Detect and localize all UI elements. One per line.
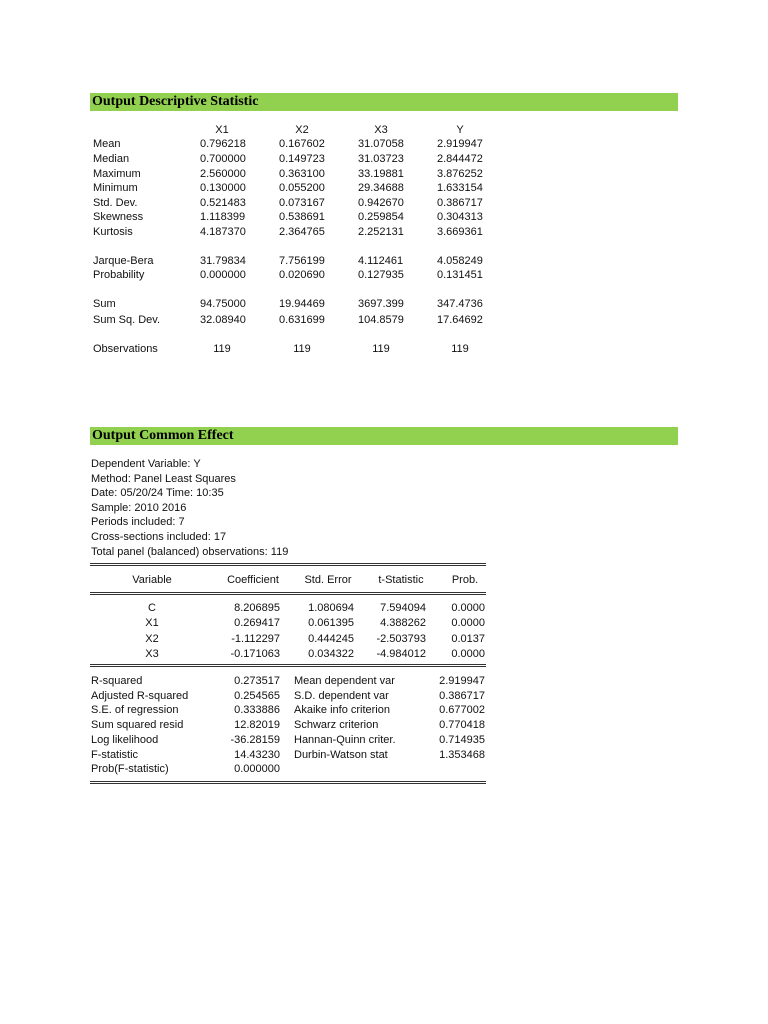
cell-value: 1.118399 [200, 211, 246, 223]
cell-value: 0.127935 [358, 269, 404, 281]
stat-value: 12.82019 [234, 719, 280, 732]
column-header: X2 [295, 124, 309, 136]
cell-value: 0.149723 [279, 153, 325, 165]
stat-label: S.D. dependent var [294, 689, 389, 702]
cell-value: 2.252131 [358, 226, 404, 238]
row-label: Observations [93, 343, 158, 355]
cell-value: 4.187370 [200, 226, 246, 238]
coef-bottom-rule-2 [90, 666, 486, 667]
header-cell: Variable [132, 574, 172, 586]
cell-value: 19.94469 [279, 298, 325, 310]
cell-value: 0.363100 [279, 168, 325, 180]
stat-label: R-squared [91, 675, 143, 687]
table-bottom-rule-2 [90, 783, 486, 784]
row-label: Sum Sq. Dev. [93, 314, 161, 326]
info-line: Dependent Variable: Y [91, 458, 201, 470]
table-top-rule [90, 563, 486, 564]
table-top-rule-2 [90, 565, 486, 566]
info-line: Method: Panel Least Squares [91, 472, 236, 485]
row-label: Sum [93, 298, 116, 310]
row-label: Minimum [93, 182, 138, 194]
coef-cell: 0.0137 [451, 632, 485, 645]
cell-value: 0.167602 [279, 138, 325, 150]
cell-value: 104.8579 [358, 314, 404, 326]
cell-value: 119 [293, 343, 311, 355]
coef-cell: 0.269417 [234, 617, 280, 630]
descriptive-banner [90, 93, 678, 111]
stat-value: 1.353468 [439, 748, 485, 761]
cell-value: 2.560000 [200, 168, 246, 180]
header-bottom-rule-2 [90, 594, 486, 595]
cell-value: 32.08940 [200, 314, 246, 326]
cell-value: 347.4736 [437, 298, 483, 310]
info-line: Date: 05/20/24 Time: 10:35 [91, 487, 224, 500]
stat-label: F-statistic [91, 748, 139, 761]
variable-name: X3 [145, 647, 159, 660]
header-cell: Std. Error [304, 574, 352, 586]
stat-value: 0.677002 [439, 704, 485, 717]
row-label: Median [93, 153, 130, 165]
info-line: Total panel (balanced) observations: 119 [91, 545, 289, 558]
coef-cell: 0.034322 [308, 647, 354, 660]
stat-label: Mean dependent var [294, 675, 395, 687]
stat-value: -36.28159 [230, 733, 280, 746]
cell-value: 33.19881 [358, 168, 404, 180]
row-label: Probability [93, 269, 145, 281]
row-label: Jarque-Bera [93, 255, 154, 267]
coef-cell: 0.0000 [451, 602, 485, 614]
cell-value: 1.633154 [437, 182, 483, 194]
common-effect-title: Output Common Effect [92, 428, 234, 443]
cell-value: 31.03723 [358, 153, 404, 165]
cell-value: 0.073167 [279, 197, 325, 209]
cell-value: 2.919947 [437, 138, 483, 150]
stat-label: Sum squared resid [91, 719, 184, 732]
coef-cell: 0.0000 [451, 617, 485, 630]
cell-value: 3697.399 [358, 298, 404, 310]
cell-value: 31.07058 [358, 138, 404, 150]
info-line: Sample: 2010 2016 [91, 501, 187, 514]
coef-bottom-rule [90, 664, 486, 665]
cell-value: 0.131451 [437, 269, 483, 281]
coef-cell: -2.503793 [376, 632, 426, 645]
stat-value: 2.919947 [439, 675, 485, 687]
stat-value: 0.770418 [439, 719, 485, 732]
stat-value: 0.273517 [234, 675, 280, 687]
cell-value: 119 [213, 343, 231, 355]
cell-value: 31.79834 [200, 255, 246, 267]
coef-cell: 8.206895 [234, 602, 280, 614]
cell-value: 0.700000 [200, 153, 246, 165]
row-label: Std. Dev. [93, 197, 138, 209]
row-label: Mean [93, 138, 121, 150]
row-label: Maximum [93, 168, 141, 180]
header-bottom-rule [90, 592, 486, 593]
cell-value: 0.259854 [358, 211, 404, 223]
stat-value: 0.333886 [234, 704, 280, 717]
cell-value: 119 [372, 343, 390, 355]
coef-cell: -1.112297 [231, 632, 280, 645]
stat-label: Schwarz criterion [294, 719, 379, 732]
coef-cell: 0.444245 [308, 632, 354, 645]
cell-value: 3.669361 [437, 226, 483, 238]
cell-value: 0.631699 [279, 314, 325, 326]
info-line: Periods included: 7 [91, 516, 185, 529]
cell-value: 3.876252 [437, 168, 483, 180]
descriptive-title: Output Descriptive Statistic [92, 94, 259, 109]
stat-label: Log likelihood [91, 733, 159, 746]
table-bottom-rule [90, 781, 486, 782]
header-cell: Coefficient [227, 574, 279, 586]
stat-value: 0.386717 [439, 689, 485, 702]
stat-value: 14.43230 [234, 748, 280, 761]
info-line: Cross-sections included: 17 [91, 531, 227, 543]
coef-cell: 7.594094 [380, 602, 426, 614]
header-cell: t-Statistic [378, 574, 424, 586]
variable-name: C [148, 602, 156, 614]
stat-value: 0.254565 [234, 689, 280, 702]
column-header: Y [456, 124, 464, 136]
coef-cell: 1.080694 [308, 602, 354, 614]
row-label: Kurtosis [93, 226, 133, 238]
coef-cell: 4.388262 [380, 617, 426, 630]
cell-value: 0.521483 [200, 197, 246, 209]
stat-value: 0.000000 [234, 763, 280, 776]
header-cell: Prob. [451, 574, 479, 586]
coef-cell: -0.171063 [230, 647, 280, 660]
cell-value: 119 [451, 343, 469, 355]
stat-label: Akaike info criterion [294, 704, 390, 717]
cell-value: 0.130000 [200, 182, 246, 194]
cell-value: 2.844472 [437, 153, 483, 165]
cell-value: 0.304313 [437, 211, 483, 223]
cell-value: 4.058249 [437, 255, 483, 267]
row-label: Skewness [93, 211, 144, 223]
cell-value: 0.020690 [279, 269, 325, 281]
cell-value: 0.000000 [200, 269, 246, 281]
cell-value: 94.75000 [200, 298, 246, 310]
stat-value: 0.714935 [439, 733, 485, 746]
stat-label: Durbin-Watson stat [294, 748, 388, 761]
column-header: X3 [374, 124, 388, 136]
coef-cell: 0.0000 [451, 647, 485, 660]
stat-label: Adjusted R-squared [91, 689, 189, 702]
cell-value: 0.796218 [200, 138, 246, 150]
cell-value: 4.112461 [358, 255, 404, 267]
cell-value: 0.055200 [279, 182, 325, 194]
stat-label: Hannan-Quinn criter. [294, 733, 396, 746]
cell-value: 0.386717 [437, 197, 483, 209]
coef-cell: 0.061395 [308, 617, 354, 630]
variable-name: X2 [145, 632, 159, 645]
cell-value: 17.64692 [437, 314, 483, 326]
variable-name: X1 [145, 617, 159, 630]
cell-value: 2.364765 [279, 226, 325, 238]
column-header: X1 [215, 124, 229, 136]
cell-value: 0.538691 [279, 211, 325, 223]
cell-value: 7.756199 [279, 255, 325, 267]
stat-label: S.E. of regression [91, 704, 179, 717]
common-effect-banner [90, 427, 678, 445]
stat-label: Prob(F-statistic) [91, 763, 169, 776]
coef-cell: -4.984012 [376, 647, 426, 660]
cell-value: 29.34688 [358, 182, 404, 194]
cell-value: 0.942670 [358, 197, 404, 209]
